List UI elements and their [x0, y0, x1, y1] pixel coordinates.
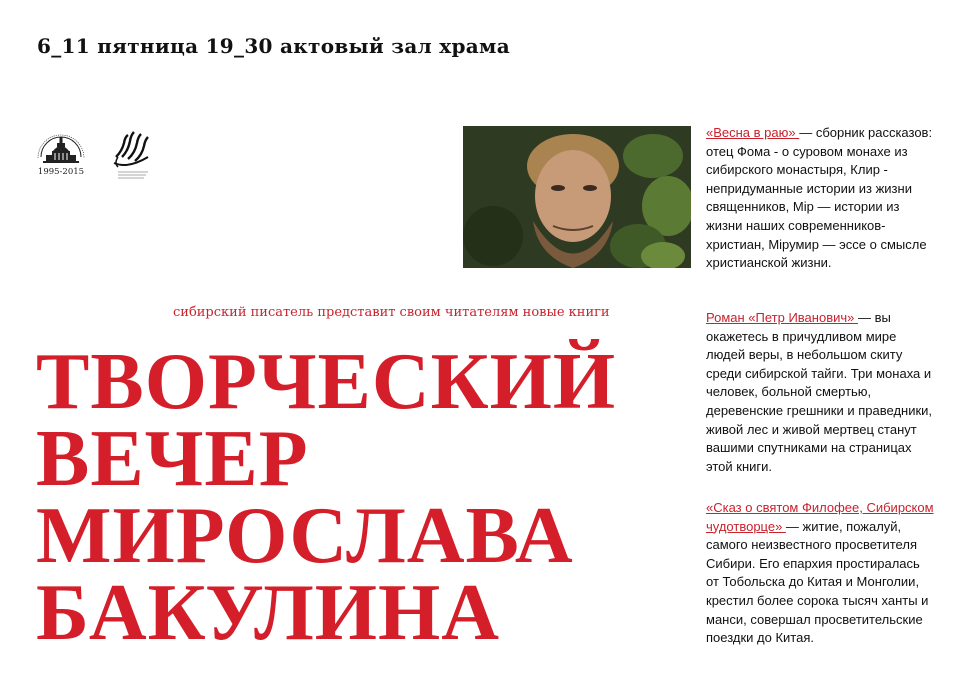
book-text: — сборник рассказов: отец Фома - о суровом монахе из сибирского монастыря, Клир - непридуманные истории из жизни священников, Мiр — истории из жизни наших современников-христиан, Мiрумир — эссе о смысле христианской жизни. [706, 125, 933, 271]
book-title: Роман «Петр Иванович» [706, 310, 858, 325]
title-line: ТВОРЧЕСКИЙ [36, 338, 617, 426]
church-logo-icon [35, 127, 87, 185]
logo-caption: 1995-2015 [37, 167, 85, 177]
book-description [706, 499, 936, 648]
event-header: 6_11 пятница 19_30 актовый зал храма [37, 34, 510, 58]
book-text: — вы окажетесь в причудливом мире людей веры, в небольшом скиту среди сибирской тайги. Три монаха и человек, больной смертью, деревенские грешники и праведники, живой лес и живой мертвец станут вашими спутниками на страницах этой книги. [706, 310, 933, 474]
title-line: БАКУЛИНА [36, 569, 501, 657]
event-subtitle: сибирский писатель представит своим читателям новые книги [173, 305, 610, 320]
book-description [706, 309, 936, 476]
book-description [706, 124, 936, 273]
book-title: «Сказ о святом Филофее, Сибирском чудотворце» [706, 500, 934, 534]
book-text: — житие, пожалуй, самого неизвестного просветителя Сибири. Его епархия простиралась от Тобольска до Китая и Монголии, крестил более сорока тысяч ханты и манси, совершал просветительские поездки до Китая. [706, 518, 929, 646]
book-title: «Весна в раю» [706, 125, 800, 140]
title-line: МИРОСЛАВА [36, 492, 574, 580]
event-title [36, 338, 617, 657]
title-line: ВЕЧЕР [36, 415, 309, 503]
hands-logo-icon [108, 127, 160, 185]
author-portrait [463, 126, 691, 268]
